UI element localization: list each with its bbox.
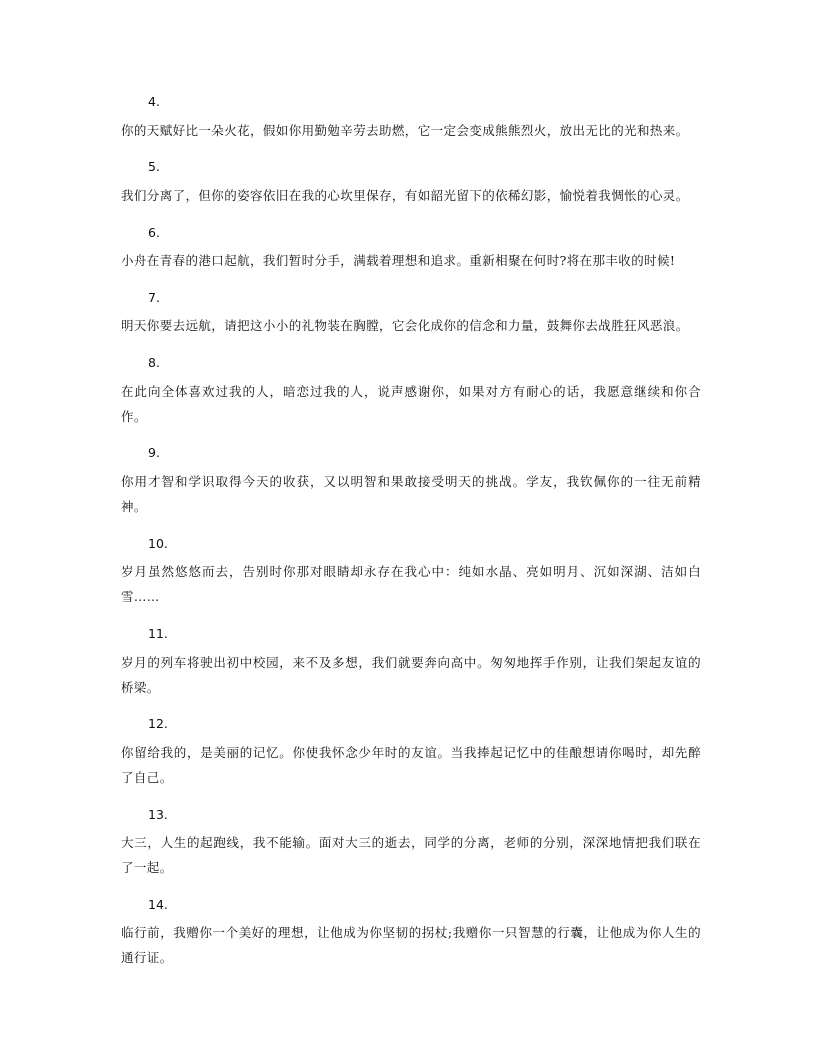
item-number: 11. (148, 626, 168, 642)
item-number: 14. (148, 896, 168, 912)
item-number: 9. (148, 445, 160, 461)
list-item (121, 535, 701, 610)
item-text: 你用才智和学识取得今天的收获，又以明智和果敢接受明天的挑战。学友，我钦佩你的一往无前精神。 (121, 473, 701, 514)
item-number: 13. (148, 806, 168, 822)
list-item (121, 354, 701, 429)
item-text: 你的天赋好比一朵火花，假如你用勤勉辛劳去助燃，它一定会变成熊熊烈火，放出无比的光和热来。 (121, 122, 689, 138)
item-text: 在此向全体喜欢过我的人，暗恋过我的人，说声感谢你，如果对方有耐心的话，我愿意继续和你合作。 (121, 383, 701, 424)
item-number: 5. (148, 159, 160, 175)
item-number: 12. (148, 716, 168, 732)
list-item (121, 158, 701, 208)
list-item (121, 806, 701, 881)
document-body (121, 93, 701, 986)
list-item (121, 896, 701, 971)
item-text: 我们分离了，但你的姿容依旧在我的心坎里保存，有如韶光留下的依稀幻影，愉悦着我惆怅的心灵。 (121, 187, 689, 203)
item-number: 6. (148, 224, 160, 240)
item-number: 10. (148, 535, 168, 551)
list-item (121, 625, 701, 700)
list-item (121, 289, 701, 339)
list-item (121, 93, 701, 143)
list-item (121, 715, 701, 790)
item-text: 你留给我的，是美丽的记忆。你使我怀念少年时的友谊。当我捧起记忆中的佳酿想请你喝时，却先醉了自己。 (121, 744, 701, 785)
item-text: 明天你要去远航，请把这小小的礼物装在胸膛，它会化成你的信念和力量，鼓舞你去战胜狂风恶浪。 (121, 318, 689, 334)
item-text: 临行前，我赠你一个美好的理想，让他成为你坚韧的拐杖;我赠你一只智慧的行囊，让他成为你人生的通行证。 (121, 925, 701, 966)
item-text: 小舟在青春的港口起航，我们暂时分手，满载着理想和追求。重新相聚在何时?将在那丰收的时候! (121, 253, 676, 269)
item-text: 大三，人生的起跑线，我不能输。面对大三的逝去，同学的分离，老师的分别，深深地情把我们联在了一起。 (121, 835, 701, 876)
item-number: 8. (148, 355, 160, 371)
item-text: 岁月的列车将驶出初中校园，来不及多想，我们就要奔向高中。匆匆地挥手作别，让我们架起友谊的桥梁。 (121, 654, 701, 695)
list-item (121, 224, 701, 274)
item-number: 4. (148, 94, 160, 109)
item-text: 岁月虽然悠悠而去，告别时你那对眼睛却永存在我心中：纯如水晶、亮如明月、沉如深湖、洁如白雪…… (121, 564, 701, 605)
list-item (121, 444, 701, 519)
item-number: 7. (148, 289, 160, 305)
